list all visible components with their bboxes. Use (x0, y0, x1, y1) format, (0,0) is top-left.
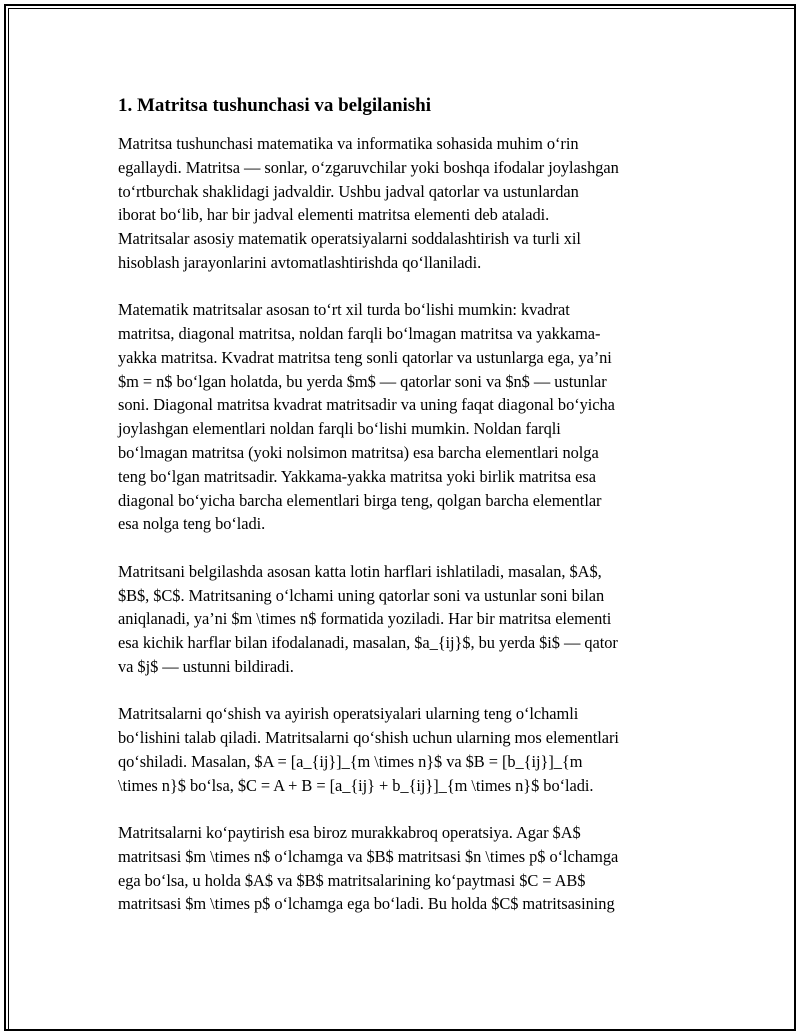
paragraph-list (118, 132, 690, 916)
document-body (118, 94, 690, 940)
text-line: iborat bo‘lib, har bir jadval elementi matritsa elementi deb ataladi. (118, 205, 550, 225)
text-line: Matritsalar asosiy matematik operatsiyalarni soddalashtirish va turli xil (118, 229, 581, 249)
text-line: $B$, $C$. Matritsaning o‘lchami uning qatorlar soni va ustunlar soni bilan (118, 585, 605, 605)
text-line: soni. Diagonal matritsa kvadrat matritsadir va uning faqat diagonal bo‘yicha (118, 395, 615, 415)
text-line: Matritsa tushunchasi matematika va informatika sohasida muhim o‘rin (118, 134, 579, 153)
text-line: bo‘lmagan matritsa (yoki nolsimon matritsa) esa barcha elementlari nolga (118, 443, 599, 463)
text-line: diagonal bo‘yicha barcha elementlari birga teng, qolgan barcha elementlar (118, 490, 602, 510)
text-line: yakka matritsa. Kvadrat matritsa teng sonli qatorlar va ustunlarga ega, ya’ni (118, 347, 612, 367)
text-line: joylashgan elementlari noldan farqli bo‘lishi mumkin. Noldan farqli (118, 419, 561, 439)
text-line: matritsasi $m \times n$ o‘lchamga va $B$ matritsasi $n \times p$ o‘lchamga (118, 846, 619, 866)
paragraph (118, 298, 690, 536)
text-line: va $j$ — ustunni bildiradi. (118, 656, 294, 676)
text-line: matritsasi $m \times p$ o‘lchamga ega bo‘ladi. Bu holda $C$ matritsasining (118, 894, 615, 914)
text-line: qo‘shiladi. Masalan, $A = [a_{ij}]_{m \times n}$ va $B = [b_{ij}]_{m (118, 751, 583, 771)
paragraph (118, 702, 690, 797)
text-line: esa nolga teng bo‘ladi. (118, 514, 266, 534)
section-heading: 1. Matritsa tushunchasi va belgilanishi (118, 95, 432, 116)
text-line: bo‘lishini talab qiladi. Matritsalarni qo‘shish uchun ularning mos elementlari (118, 728, 619, 748)
text-line: ega bo‘lsa, u holda $A$ va $B$ matritsalarining ko‘paytmasi $C = AB$ (118, 870, 586, 890)
text-line: $m = n$ bo‘lgan holatda, bu yerda $m$ — qatorlar soni va $n$ — ustunlar (118, 371, 607, 391)
paragraph (118, 560, 690, 679)
paragraph (118, 821, 690, 916)
paragraph (118, 132, 690, 275)
text-line: Matritsani belgilashda asosan katta lotin harflari ishlatiladi, masalan, $A$, (118, 561, 602, 581)
text-line: \times n}$ bo‘lsa, $C = A + B = [a_{ij} + b_{ij}]_{m \times n}$ bo‘ladi. (118, 775, 594, 795)
text-line: Matritsalarni ko‘paytirish esa biroz murakkabroq operatsiya. Agar $A$ (118, 822, 581, 842)
text-line: Matritsalarni qo‘shish va ayirish operatsiyalari ularning teng o‘lchamli (118, 704, 579, 724)
text-line: egallaydi. Matritsa — sonlar, o‘zgaruvchilar yoki boshqa ifodalar joylashgan (118, 157, 619, 177)
text-line: hisoblash jarayonlarini avtomatlashtirishda qo‘llaniladi. (118, 252, 482, 272)
text-line: Matematik matritsalar asosan to‘rt xil turda bo‘lishi mumkin: kvadrat (118, 300, 570, 320)
text-line: esa kichik harflar bilan ifodalanadi, masalan, $a_{ij}$, bu yerda $i$ — qator (118, 633, 618, 653)
text-line: to‘rtburchak shaklidagi jadvaldir. Ushbu jadval qatorlar va ustunlardan (118, 181, 579, 201)
text-line: aniqlanadi, ya’ni $m \times n$ formatida yoziladi. Har bir matritsa elementi (118, 609, 612, 629)
text-line: teng bo‘lgan matritsadir. Yakkama-yakka matritsa yoki birlik matritsa esa (118, 466, 596, 486)
text-line: matritsa, diagonal matritsa, noldan farqli bo‘lmagan matritsa va yakkama- (118, 324, 601, 344)
